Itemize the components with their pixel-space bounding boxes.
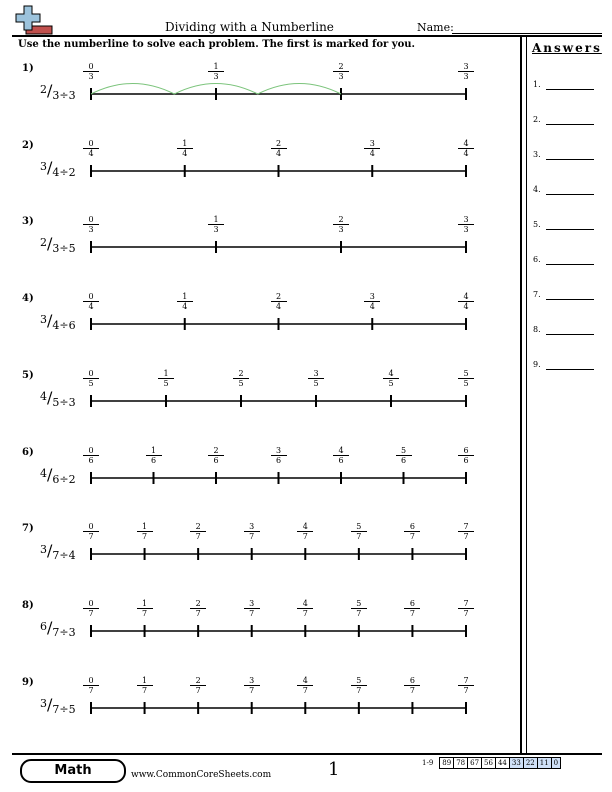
tick-numerator: 2: [338, 62, 344, 71]
numerator: 3: [40, 159, 47, 173]
tick-denominator: 7: [458, 531, 474, 541]
answer-number: 6.: [533, 255, 541, 264]
page-title: Dividing with a Numberline: [165, 20, 334, 34]
tick-denominator: 3: [83, 224, 99, 234]
divisor: ÷5: [59, 702, 76, 716]
tick-numerator: 2: [238, 368, 244, 378]
answer-line[interactable]: [546, 255, 594, 265]
score-cell: 78: [454, 758, 468, 769]
score-range: 1-9: [422, 759, 434, 767]
tick-denominator: 7: [83, 685, 99, 695]
fraction-slash: /: [47, 694, 53, 714]
tick-numerator: 0: [88, 522, 94, 532]
problem-expression: [40, 541, 76, 563]
example-jump-arc: [91, 84, 174, 95]
tick-denominator: 7: [244, 531, 260, 541]
tick-denominator: 7: [458, 685, 474, 695]
denominator: 5: [52, 395, 60, 409]
score-cell: 0: [551, 758, 560, 769]
answer-number: 7.: [533, 290, 541, 299]
tick-numerator: 4: [302, 675, 308, 685]
fraction-slash: /: [47, 81, 53, 100]
denominator: 3: [52, 89, 60, 102]
answer-line[interactable]: [546, 325, 594, 335]
tick-denominator: 6: [458, 455, 474, 465]
tick-numerator: 2: [195, 598, 201, 608]
numberline: [80, 693, 480, 723]
tick-numerator: 4: [463, 292, 469, 302]
tick-numerator: 5: [356, 598, 362, 608]
divisor: ÷4: [59, 549, 76, 563]
problem-number: 2): [22, 139, 34, 151]
divisor: ÷2: [59, 165, 76, 179]
fraction-slash: /: [47, 311, 53, 331]
denominator: 3: [52, 242, 60, 256]
fraction-slash: /: [47, 234, 53, 254]
tick-denominator: 3: [83, 71, 99, 81]
tick-numerator: 0: [88, 598, 94, 608]
problem-number: 6): [22, 446, 34, 458]
tick-denominator: 5: [83, 378, 99, 388]
denominator: 4: [52, 165, 60, 179]
tick-denominator: 5: [308, 378, 324, 388]
tick-numerator: 2: [213, 445, 219, 455]
answer-line[interactable]: [546, 220, 594, 230]
answer-column-divider: [520, 37, 522, 753]
tick-numerator: 1: [150, 445, 157, 455]
logo-plus-icon: [14, 4, 54, 36]
tick-numerator: 6: [409, 522, 415, 532]
divisor: ÷3: [59, 625, 76, 639]
answer-number: 1.: [533, 80, 541, 89]
tick-numerator: 4: [338, 445, 344, 455]
score-table: [420, 757, 561, 769]
problem-number: 8): [22, 599, 34, 611]
score-cell: 56: [482, 758, 496, 769]
denominator: 4: [52, 319, 60, 333]
tick-numerator: 0: [88, 215, 94, 225]
tick-denominator: 4: [458, 301, 474, 311]
tick-numerator: 3: [249, 675, 255, 685]
math-badge: Math: [20, 759, 126, 783]
tick-denominator: 7: [351, 608, 367, 618]
tick-numerator: 3: [275, 445, 282, 455]
problem-expression: [40, 81, 76, 100]
tick-numerator: 1: [142, 598, 148, 608]
problem-number: 9): [22, 676, 34, 688]
tick-numerator: 4: [302, 522, 308, 532]
tick-numerator: 2: [275, 292, 282, 302]
tick-denominator: 5: [158, 378, 174, 388]
header-rule: [12, 35, 602, 37]
tick-denominator: 7: [190, 531, 206, 541]
tick-numerator: 1: [163, 368, 169, 378]
fraction-slash: /: [47, 541, 53, 561]
tick-denominator: 4: [83, 148, 99, 158]
answer-line[interactable]: [546, 290, 594, 300]
divisor: ÷3: [59, 89, 76, 102]
score-cell: 44: [495, 758, 509, 769]
tick-numerator: 2: [275, 138, 282, 148]
problem-expression: [40, 465, 76, 484]
tick-denominator: 5: [458, 378, 474, 388]
tick-denominator: 7: [297, 531, 313, 541]
tick-numerator: 3: [369, 292, 375, 302]
tick-denominator: 7: [351, 685, 367, 695]
name-label: Name:: [417, 21, 454, 34]
tick-denominator: 6: [271, 455, 287, 465]
numerator: 4: [40, 389, 47, 403]
tick-denominator: 7: [244, 608, 260, 618]
numberline: [80, 232, 480, 262]
tick-numerator: 2: [338, 215, 344, 225]
tick-denominator: 4: [271, 301, 287, 311]
tick-numerator: 3: [249, 522, 255, 532]
tick-denominator: 7: [137, 685, 153, 695]
problem-number: 5): [22, 369, 34, 381]
tick-denominator: 7: [404, 685, 420, 695]
tick-numerator: 5: [356, 675, 362, 685]
fraction-slash: /: [47, 387, 53, 407]
tick-denominator: 7: [404, 531, 420, 541]
tick-numerator: 1: [182, 292, 188, 302]
tick-denominator: 6: [83, 455, 99, 465]
answer-number: 5.: [533, 220, 541, 229]
tick-numerator: 1: [142, 522, 148, 532]
answer-column-divider-inner: [526, 37, 527, 753]
divisor: ÷2: [59, 472, 76, 486]
tick-denominator: 6: [146, 455, 162, 465]
tick-denominator: 4: [177, 148, 193, 158]
tick-denominator: 7: [190, 608, 206, 618]
numberline: [80, 463, 480, 493]
fraction-slash: /: [47, 617, 53, 637]
divisor: ÷3: [59, 395, 76, 409]
score-cell: 22: [523, 758, 537, 769]
tick-denominator: 7: [297, 685, 313, 695]
tick-numerator: 0: [88, 445, 94, 455]
tick-denominator: 4: [458, 148, 474, 158]
denominator: 7: [52, 625, 60, 639]
tick-numerator: 0: [88, 368, 94, 378]
tick-numerator: 3: [313, 368, 319, 378]
answer-number: 9.: [533, 360, 541, 369]
tick-denominator: 4: [271, 148, 287, 158]
tick-numerator: 1: [182, 138, 188, 148]
tick-numerator: 0: [88, 292, 94, 302]
tick-numerator: 4: [463, 138, 469, 148]
problem-number: 1): [22, 63, 34, 74]
answer-number: 4.: [533, 185, 541, 194]
tick-denominator: 7: [190, 685, 206, 695]
tick-numerator: 0: [88, 138, 94, 148]
numberline: [80, 616, 480, 646]
answer-line[interactable]: [546, 150, 594, 160]
tick-denominator: 7: [244, 685, 260, 695]
tick-numerator: 3: [249, 598, 255, 608]
tick-denominator: 3: [458, 224, 474, 234]
example-jump-arc: [258, 84, 341, 95]
answer-line[interactable]: [546, 80, 594, 90]
instructions: Use the numberline to solve each problem. The first is marked for you.: [18, 39, 416, 50]
tick-denominator: 7: [351, 531, 367, 541]
tick-denominator: 7: [83, 531, 99, 541]
tick-numerator: 1: [142, 675, 148, 685]
tick-denominator: 7: [404, 608, 420, 618]
tick-numerator: 5: [463, 368, 469, 378]
numerator: 3: [40, 313, 47, 327]
tick-numerator: 3: [369, 138, 375, 148]
tick-denominator: 3: [208, 71, 224, 81]
problem-expression: [40, 311, 76, 333]
numerator: 4: [40, 466, 47, 480]
tick-numerator: 4: [302, 598, 308, 608]
problem-number: 7): [22, 523, 34, 535]
score-cell: 67: [468, 758, 482, 769]
numerator: 6: [40, 619, 47, 633]
numberline: [80, 309, 480, 339]
tick-denominator: 7: [137, 608, 153, 618]
numerator: 2: [40, 83, 47, 96]
tick-numerator: 1: [213, 215, 219, 225]
tick-denominator: 6: [333, 455, 349, 465]
tick-denominator: 3: [333, 71, 349, 81]
score-cell: 33: [509, 758, 523, 769]
tick-denominator: 4: [364, 301, 380, 311]
site-url: www.CommonCoreSheets.com: [131, 770, 272, 780]
divisor: ÷5: [59, 242, 76, 256]
answer-line[interactable]: [546, 115, 594, 125]
numberline: [80, 386, 480, 416]
fraction-slash: /: [47, 157, 53, 177]
numberline: [80, 539, 480, 569]
problem-number: 4): [22, 293, 34, 305]
name-field-line[interactable]: [452, 33, 602, 34]
numberline: [80, 79, 480, 109]
tick-numerator: 6: [463, 445, 469, 455]
answer-line[interactable]: [546, 360, 594, 370]
tick-denominator: 3: [458, 71, 474, 81]
tick-numerator: 0: [88, 62, 94, 71]
tick-denominator: 5: [233, 378, 249, 388]
page-number: 1: [328, 759, 340, 780]
tick-numerator: 3: [463, 215, 469, 225]
footer-rule: [12, 753, 602, 755]
tick-denominator: 3: [208, 224, 224, 234]
score-cell: 89: [440, 758, 454, 769]
tick-numerator: 7: [463, 522, 469, 532]
tick-denominator: 5: [383, 378, 399, 388]
tick-numerator: 2: [195, 675, 201, 685]
tick-denominator: 7: [137, 531, 153, 541]
numerator: 3: [40, 543, 47, 557]
fraction-slash: /: [47, 464, 53, 484]
tick-denominator: 7: [297, 608, 313, 618]
tick-denominator: 3: [333, 224, 349, 234]
denominator: 6: [52, 472, 60, 486]
tick-denominator: 4: [364, 148, 380, 158]
answer-number: 8.: [533, 325, 541, 334]
problem-expression: [40, 388, 76, 407]
denominator: 7: [52, 702, 60, 716]
tick-denominator: 4: [83, 301, 99, 311]
tick-numerator: 7: [463, 598, 469, 608]
problem-number: 3): [22, 216, 34, 228]
tick-numerator: 5: [356, 522, 362, 532]
denominator: 7: [52, 549, 60, 563]
tick-numerator: 6: [409, 675, 415, 685]
answers-title: Answers: [532, 41, 602, 55]
tick-denominator: 7: [83, 608, 99, 618]
problem-expression: [40, 695, 76, 714]
score-cell: 11: [537, 758, 551, 769]
tick-numerator: 5: [400, 445, 407, 455]
tick-numerator: 6: [409, 598, 415, 608]
numerator: 2: [40, 236, 47, 250]
numerator: 3: [40, 696, 47, 710]
tick-denominator: 6: [208, 455, 224, 465]
tick-numerator: 7: [463, 675, 469, 685]
tick-numerator: 2: [195, 522, 201, 532]
tick-denominator: 6: [396, 455, 412, 465]
problem-expression: [40, 618, 76, 637]
answer-number: 2.: [533, 115, 541, 124]
answer-line[interactable]: [546, 185, 594, 195]
tick-denominator: 4: [177, 301, 193, 311]
tick-denominator: 7: [458, 608, 474, 618]
tick-numerator: 0: [88, 675, 94, 685]
problem-expression: [40, 158, 76, 177]
tick-numerator: 4: [388, 368, 394, 378]
tick-numerator: 3: [463, 62, 469, 71]
problem-expression: [40, 234, 76, 256]
numberline: [80, 156, 480, 186]
answer-number: 3.: [533, 150, 541, 159]
tick-numerator: 1: [213, 62, 219, 71]
divisor: ÷6: [59, 319, 76, 333]
